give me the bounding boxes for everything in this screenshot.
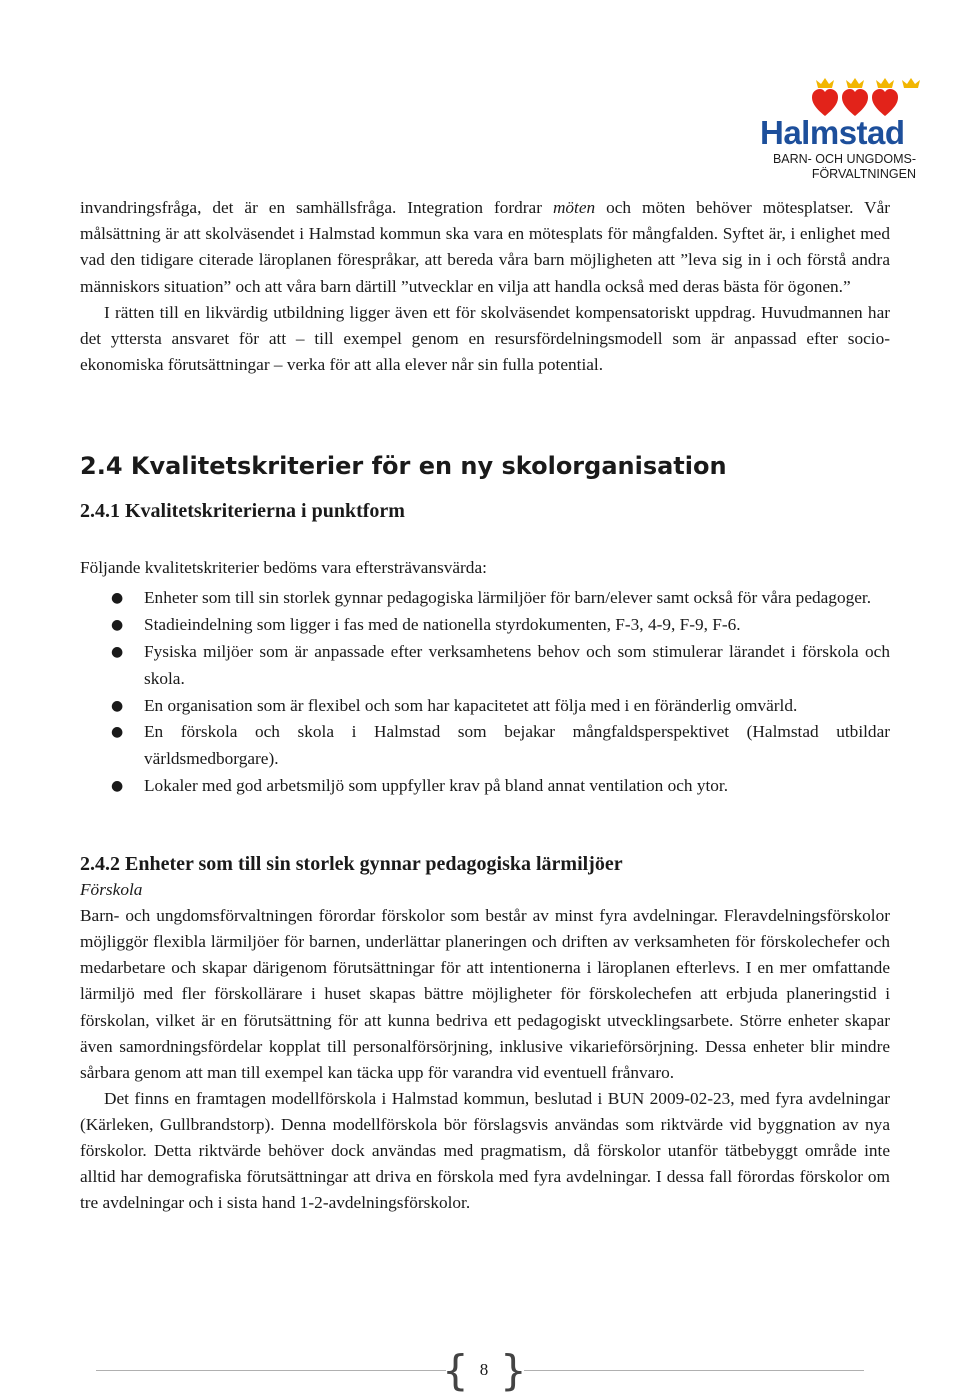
bullet-icon: ● (111, 778, 124, 795)
bullet-icon: ● (111, 589, 124, 606)
criteria-section (80, 555, 890, 800)
criteria-list (80, 585, 890, 800)
list-item: ● Fysiska miljöer som är anpassade efter verksamhetens behov och som stimulerar lärandet i förskola och skola. (80, 639, 890, 693)
emphasis-moten: möten (552, 198, 596, 217)
subsection-heading-2: 2.4.2 Enheter som till sin storlek gynnar pedagogiska lärmiljöer (80, 853, 623, 875)
list-item: ● Lokaler med god arbetsmiljö som uppfyller krav på bland annat ventilation och ytor. (80, 773, 890, 800)
bullet-icon: ● (111, 616, 124, 633)
subsection-heading-1: 2.4.1 Kvalitetskriterierna i punktform (80, 500, 405, 522)
logo-department (773, 152, 916, 182)
intro-section (80, 195, 890, 378)
brace-open-icon: { (442, 1346, 469, 1395)
subsection-2 (80, 851, 890, 1216)
intro-paragraph-2: I rätten till en likvärdig utbildning ligger även ett för skolväsendet kompensatoriskt uppdrag. Huvudmannen har det yttersta ansvaret för att – till exempel genom en resursfördelningsmodell som är anpassad efter socio-ekonomiska förutsättningar – verka för att alla elever når sin fulla potential. (80, 302, 890, 375)
subsection-paragraph-1: Barn- och ungdomsförvaltningen förordar förskolor som består av minst fyra avdelningar. Fleravdelningsförskolor möjliggör flexibla lärmiljöer för barnen, underlättar planeringen och driften av verksamheten för förskolechefer och medarbetare och skapar därigenom förutsättningar för att intentionerna i läroplanen efterlevs. I en mer omfattande lärmiljö med fler förskollärare i huset skapas bättre möjligheter för förskolechefen att erbjuda planeringstid i förskolan, vilket är en förutsättning för att kunna bedriva ett pedagogiskt utvecklingsarbete. Större enheter skapar även samordningsfördelar kopplat till personalförsörjning, inklusive vikarieförsörjning. Dessa enheter blir mindre sårbara genom att man till exempel kan täcka upp för varandra vid eventuell frånvaro. (80, 906, 890, 1082)
bullet-icon: ● (111, 697, 124, 714)
intro-paragraph-1: invandringsfråga, det är en samhällsfråga. Integration fordrar möten och möten behöver mötesplatser. Vår målsättning är att skolväsendet i Halmstad kommun ska vara en mötesplats för mångfalden. Syftet är, i enlighet med vad den tidigare citerade läroplanen förespråkar, att bereda våra barn möjligheten att ”leva sig in i och förstå andra människors situation” och att våra barn därtill ”utvecklar en vilja att handla också med deras bästa för ögonen.” (80, 198, 890, 296)
list-item: ● En organisation som är flexibel och som har kapacitetet att följa med i en föränderlig omvärld. (80, 693, 890, 720)
subsection-paragraph-2: Det finns en framtagen modellförskola i Halmstad kommun, beslutad i BUN 2009-02-23, med fyra avdelningar (Kärleken, Gullbrandstorp). Denna modellförskola bör förslagsvis användas som riktvärde vid byggnation av nya förskolor. Detta riktvärde behöver dock användas med pragmatism, då förskolor utanför tätbebyggt område inte alltid har demografiska förutsättningar att driva en förskola med fyra avdelningar. I dessa fall förordas förskolor om tre avdelningar och i sista hand 1-2-avdelningsförskolor. (80, 1088, 890, 1213)
logo-dept-line1: BARN- OCH UNGDOMS- (772, 152, 916, 166)
list-item: ● Enheter som till sin storlek gynnar pedagogiska lärmiljöer för barn/elever samt också för våra pedagoger. (80, 585, 890, 612)
criteria-lead: Följande kvalitetskriterier bedöms vara eftersträvansvärda: (80, 558, 487, 577)
logo-name: Halmstad (760, 114, 905, 151)
page-number: 8 (479, 1360, 489, 1379)
footer-rule-left (96, 1370, 446, 1371)
bullet-icon: ● (111, 643, 124, 660)
subsection-label: Förskola (80, 880, 143, 900)
logo-dept-line2: FÖRVALTNINGEN (811, 167, 916, 181)
halmstad-logo (752, 78, 922, 184)
section-heading: 2.4 Kvalitetskriterier för en ny skolorganisation (80, 452, 727, 480)
hearts-crowns-icon (812, 78, 922, 118)
list-item: ● Stadieindelning som ligger i fas med de nationella styrdokumenten, F-3, 4-9, F-9, F-6. (80, 612, 890, 639)
footer-rule-right (524, 1370, 864, 1371)
bullet-icon: ● (111, 724, 124, 741)
brace-close-icon: } (500, 1346, 527, 1395)
list-item: ● En förskola och skola i Halmstad som bejakar mångfaldsperspektivet (Halmstad utbildar världsmedborgare). (80, 719, 890, 773)
